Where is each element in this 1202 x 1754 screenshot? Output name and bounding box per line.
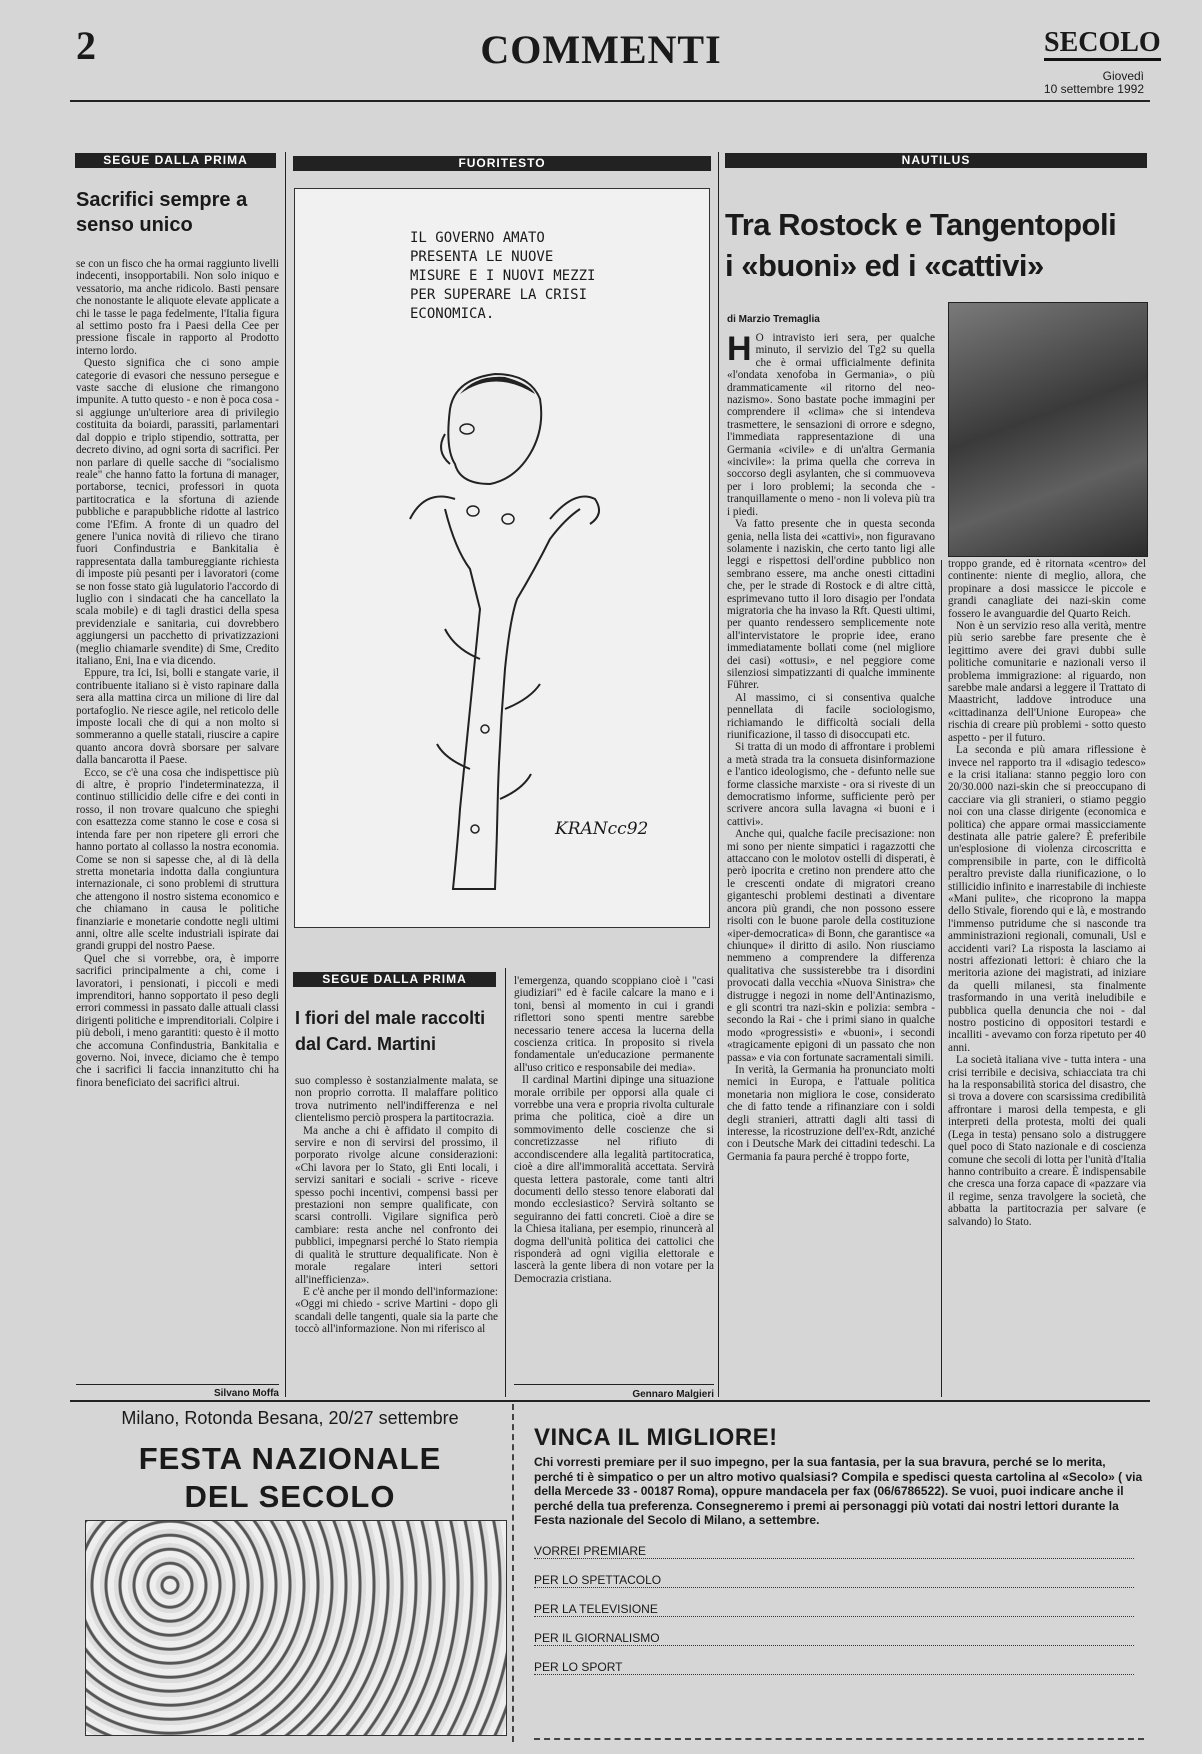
col3-paragraph: In verità, la Germania ha pronunciato molti nemici in Europa, e l'attuale politica monetaria non migliora le cose, considerato che di fatto tende a rifinanziare con i soldi degli stranieri, attratti dagli alti tassi di interesse, la ricostruzione dell'ex-Rdt, anziché con i Deutsche Mark dei cittadini tedeschi. La Germania fa paura perché è troppo forte,: [727, 1063, 935, 1163]
col1-end-rule: [76, 1384, 279, 1385]
col1-signature: Silvano Moffa: [213, 1388, 279, 1399]
col3-headline-line1: Tra Rostock e Tangentopoli: [725, 207, 1117, 242]
column-rule: [941, 560, 942, 1397]
festa-location: Milano, Rotonda Besana, 20/27 settembre: [121, 1408, 459, 1428]
column-rule: [718, 152, 719, 1397]
col3-paragraph: La società italiana vive - tutta intera - una crisi terribile e decisiva, schiacciata tra chi ha la responsabilità storica del disastro, che si trova a dovere con scarsissima credibilità affrontare i marosi della tempesta, e gli interpreti della protesta, molti dei quali (Lega in testa) pensano solo a distruggere quel poco di Stato nazionale e di coscienza comune che secoli di lotta per l'unità d'Italia hanno contribuito a creare. È indispensabile che cresca una forza capace di «pazzare via il regime, senza travolgere la società, che abbatta la partitocrazia per salvare (e salvando) lo Stato.: [948, 1054, 1146, 1228]
field-sport[interactable]: [534, 1646, 1134, 1675]
col3-headline: [725, 204, 1145, 286]
col3-paragraph: La seconda e più amara riflessione è invece nel rapporto tra il «disagio tedesco» e la crisi italiana: stanno peggio loro con 20/30.000 nazi-skin che si preoccupano di cacciare via gli stranieri, o stiamo peggio noi con una classe dirigente (economica e politica) che appare ormai massicciamente destinata alle patrie galere? È preferibile un'esplosione di violenza circoscritta e comprensibile in parte, con le difficoltà peraltro previste dalla riunificazione, o lo stillicidio infinito e inarrestabile di inchieste «Mani pulite», che ricoprono la mappa dello Stivale, fiorendo qui e là, e mostrando l'immenso putridume che si nasconde tra amministrazioni regionali, comunali, Usl e accidenti vari? La risposta la lasciamo ai nostri affezionati lettori: è chiaro che la meritoria azione dei magistrati, ad iniziare da quelli milanesi, sta finalmente trasformando in una verità ineludibile e pubblica quella denuncia che noi - dal nostro posticino di oppositori testardi e incalliti - avevamo con forza ripetuto per 40 anni.: [948, 744, 1146, 1054]
col3-paragraph: Si tratta di un modo di affrontare i problemi a metà strada tra la consueta disinformazione e l'antico ideologismo, che - defunto nelle sue forme classiche marxiste - ora si riveste di un democratismo informe, sufficiente però per scrivere ancora sulla lavagna «i buoni e i cattivi».: [727, 741, 935, 828]
col3-col-b: [948, 558, 1146, 1390]
news-photo: [948, 302, 1148, 557]
col1-paragraph: Quel che si vorrebbe, ora, è imporre sacrifici principalmente a chi, come i lavoratori, i pensionati, i piccoli e medi imprenditori, hanno sopportato il peso degli errori commessi in passato dalle attuali classi dirigenti politiche e imprenditoriali. Colpire i più deboli, i meno garantiti: questo è il motto che accomuna Confindustria, Bankitalia e governo. Noi, invece, diciamo che è tempo che i sacrifici li faccia innanzitutto chi ha finora beneficiato dei sacrifici altrui.: [76, 952, 279, 1089]
column-rule: [285, 152, 286, 1397]
col3-byline: di Marzio Tremaglia: [727, 314, 820, 325]
col1-section-label: SEGUE DALLA PRIMA: [75, 153, 276, 168]
field-label: VORREI PREMIARE: [534, 1544, 647, 1558]
lower-end-rule: [514, 1384, 714, 1385]
col3-paragraph: Al massimo, ci si consentiva qualche pennellata di facile sociologismo, richiamando le difficoltà sociali della riunificazione, il tasso di disoccupati etc.: [727, 691, 935, 741]
field-vorrei-premiare[interactable]: [534, 1538, 1134, 1559]
lower-col-b: [514, 975, 714, 1368]
cartoon-caption: IL GOVERNO AMATO PRESENTA LE NUOVE MISURE E I NUOVI MEZZI PER SUPERARE LA CRISI ECONOMICA.: [410, 230, 596, 322]
col1-paragraph: Questo significa che ci sono ampie categorie di evasori che nessuno persegue e vaste sacche di elusione che rimangono impunite. A tutto questo - e non è poca cosa - si aggiunge un'ulteriore area di privilegio costituita da boiardi, parassiti, parlamentari dal doppio e triplo stipendio, sottratta, per decreto divino, ad ogni sorta di sacrifici. Per non parlare di quelle sacche di "socialismo reale" che hanno fatto la fortuna di manager, portaborse, tecnici, professori in quota partitocratica e la sfortuna di aziende pubbliche e parapubbliche ridotte al lastrico come l'Efim. A fronte di un quadro del genere l'unica novità di rilievo che tirano fuori Confindustria e Bankitalia è rappresentata dalla tambureggiante richiesta di imposte più pesanti per i lavoratori (come se non fosse stato già lugulatorio l'accordo di luglio con i sindacati che ha cancellato la scala mobile) e di tagli drastici della spesa previdenziale e sanitaria, cui dovrebbero aggiungersi un pacchetto di privatizzazioni (meglio chiamarle svendite) di Sme, Credito italiano, Eni, Ina e via dicendo.: [76, 357, 279, 667]
lower-headline: I fiori del male raccolti dal Card. Martini: [295, 1008, 486, 1054]
lower-paragraph: l'emergenza, quando scoppiano cioè i "casi giudiziari" ed è facile calcare la mano e i toni, bensì al momento in cui i grandi riflettori sono spenti mentre sarebbe necessario tenere accesa la lucerna della coscienza critica. In proposito si rivela fondamentale un'educazione permanente all'uso critico e responsabile dei media».: [514, 975, 714, 1074]
col1-paragraph: Eppure, tra Ici, Isi, bolli e stangate varie, il contribuente italiano si è visto rapinare dalla sera alla mattina circa un milione di lire dal portafoglio. Ne riesce agile, nel reticolo delle imposte locali che di qui a non molto si sommeranno a quelle statali, riuscire a capire quanto ancora dovrà sborsare per salvare dalla bancarotta il Paese.: [76, 667, 279, 767]
coupon-cut-line: [512, 1404, 515, 1742]
contest-form: [534, 1538, 1134, 1675]
col3-col-a: [727, 332, 935, 1390]
col2-section-label: FUORITESTO: [293, 156, 711, 171]
cartoon-frame: [294, 188, 710, 928]
cartoon-signature: KRANcc92: [555, 819, 649, 839]
contest-title: VINCA IL MIGLIORE!: [534, 1424, 778, 1451]
col3-paragraph: Non è un servizio reso alla verità, mentre più serio sarebbe fare presente che è legittimo avere dei gravi dubbi sulle politiche comunitarie e nazionali verso il problema immigrazione: al riguardo, non sarebbe male andarsi a leggere il Trattato di Maastricht, laddove introduce una «cittadinanza dell'Unione Europea» che rischia di creare più problemi - sotto questo aspetto - per il futuro.: [948, 620, 1146, 744]
issue-date-text: 10 settembre 1992: [1043, 82, 1144, 96]
coupon-bottom-cut-line: [534, 1738, 1144, 1740]
field-televisione[interactable]: [534, 1588, 1134, 1617]
col3-paragraph: Va fatto presente che in questa seconda genia, nella lista dei «cattivi», non figuravano solamente i naziskin, che certo tanto ligi alle leggi e rispettosi dell'ordine pubblico non sembrano essere, ma anche onesti cittadini che, per le strade di Rostock e di altre città, esprimevano tutto il loro disagio per l'ondata migratoria che ha invaso la Rft. Questi ultimi, per quanto rendessero semplicemente note all'intervistatore le proprie idee, erano immediatamente bollati come (nel migliore dei casi) «ottusi», e nel peggiore come silenziosi simpatizzanti di qualche imminente Führer.: [727, 518, 935, 692]
lower-paragraph: E c'è anche per il mondo dell'informazione: «Oggi mi chiedo - scrive Martini - dopo gli scandali delle tangenti, quale sia la parte che toccò all'informazione. Non mi riferisco al: [295, 1285, 498, 1336]
bottom-section-rule: [70, 1400, 1150, 1402]
col1-paragraph: Ecco, se c'è una cosa che indispettisce più di altre, è proprio l'indeterminatezza, il continuo stillicidio delle cifre e dei conti in rosso, il non trovare qualcuno che spieghi con esattezza come stanno le cose e cosa si intenda fare per non ripetere gli errori che hanno portato al collasso la nostra economia. Come se non si sapesse che, al di là della stretta monetaria indotta dalla congiuntura internazionale, ci sono problemi di struttura che attengono il nostro sistema economico e che chiamano in causa le politiche finanziarie e monetarie condotte negli ultimi anni, oltre alle scelte industriali ispirate dai grandi gruppi del nostro Paese.: [76, 766, 279, 953]
lower-paragraph: suo complesso è sostanzialmente malata, se non proprio corrotta. Il malaffare politico trova nutrimento nell'indifferenza e nel clientelismo perciò prospera la partitocrazia.: [295, 1075, 498, 1125]
col3-headline-line2: i «buoni» ed i «cattivi»: [725, 248, 1044, 283]
lower-col-a: [295, 1075, 498, 1383]
festa-title-line1: FESTA NAZIONALE: [138, 1441, 442, 1476]
crowd-photo: [85, 1520, 507, 1736]
festa-title-line2: DEL SECOLO: [184, 1479, 396, 1514]
col3-paragraph: troppo grande, ed è ritornata «centro» del continente: niente di meglio, allora, che propinare a dosi massicce le piccole e grandi canagliate dei nazi-skin come fossero le avanguardie del Quarto Reich.: [948, 558, 1146, 620]
col1-headline: Sacrifici sempre a senso unico: [76, 189, 248, 236]
issue-weekday: Giovedì: [1102, 69, 1144, 83]
lower-paragraph: Ma anche a chi è affidato il compito di servire e non di servirsi del prossimo, il porporato rivolge alcune considerazioni: «Chi lavora per lo Stato, gli Enti locali, i servizi sanitari e sociali - scrive - riceve spesso pochi incentivi, compensi bassi per prestazioni non sempre qualificate, con scarsi controlli. Vigilare significa però cambiare: resta anche nel confronto dei pubblici, impegnarsi perché lo Stato riempia di qualità le strutture dequalificate. Non è morale regalare interi settori all'inefficienza».: [295, 1124, 498, 1286]
page-number: 2: [76, 23, 96, 68]
field-label: PER LO SPORT: [534, 1660, 623, 1674]
col1-body: [76, 258, 279, 1378]
col3-dropcap: H: [727, 332, 752, 368]
field-label: PER LO SPETTACOLO: [534, 1573, 662, 1587]
field-label: PER IL GIORNALISMO: [534, 1631, 660, 1645]
lower-signature: Gennaro Malgieri: [632, 1389, 714, 1400]
col1-paragraph: se con un fisco che ha ormai raggiunto livelli indecenti, insopportabili. Non solo iniquo e vessatorio, ma anche ridicolo. Basti pensare che nonostante le aliquote elevate applicate a chi le tasse le paga fedelmente, l'Italia figura al settimo posto fra i Paesi della Cee per pressione fiscale in rapporto al Prodotto interno lordo.: [76, 258, 279, 357]
festa-title: [80, 1440, 500, 1516]
col3-section-label: NAUTILUS: [725, 153, 1147, 168]
section-title: COMMENTI: [480, 27, 722, 72]
lower-section-label: SEGUE DALLA PRIMA: [293, 972, 496, 987]
field-label: PER LA TELEVISIONE: [534, 1602, 658, 1616]
field-giornalismo[interactable]: [534, 1617, 1134, 1646]
lower-paragraph: Il cardinal Martini dipinge una situazione morale orribile per opporsi alla quale ci vorrebbe una vera e propria rivolta culturale prima che politica, cioè a dire un sommovimento delle coscienze che si concretizzasse nel rifiuto di accondiscendere alla legalità partitocratica, cioè a dire all'immoralità accettata. Servirà questa lettera pastorale, come tanti altri documenti dello stesso tenore elaborati dal mondo ecclesiastico? Servirà soltanto se seguiranno dei fatti concreti. Cioè a dire se la Chiesa italiana, per esempio, rinuncerà al dogma dell'unità politica dei cattolici che risponderà ad ogni vigilia elettorale e lascerà la gente libera di non votare per la Democrazia cristiana.: [514, 1074, 714, 1285]
col3-paragraph: Anche qui, qualche facile precisazione: non mi sono per niente simpatici i ragazzotti che attaccano con le molotov ostelli di disperati, è però ipocrita e cretino non prendere atto che le crescenti ondate di migratori creano giganteschi problemi destinati a diventare ancora più grandi, che non possono essere risolti con le buone parole della costituzione «iper-democratica» di Bonn, che garantisce «a chiunque» il diritto di asilo. Non riusciamo nemmeno a comprendere la differenza qualitativa che sussisterebbe tra i disordini provocati dalla vecchia «Nuova Sinistra» che distrugge i negozi in nome dell'Antinazismo, e gli scontri tra nazi-skin e polizia: sembra - secondo la Rai - che i primi siano in qualche modo «progressisti» e «buoni», i secondi «tragicamente epigoni di un passato che non passa» e via con fortunate sacramentali simili.: [727, 828, 935, 1064]
contest-intro: Chi vorresti premiare per il suo impegno, per la sua fantasia, per la sua bravura, perché se lo merita, perché ti è simpatico o per un altro motivo qualsiasi? Compila e spedisci questa cartolina al «Secolo» ( via della Mercede 33 - 00187 Roma), oppure mandacela per fax (06/6786522). Se vuoi, puoi indicare anche il perché della tua preferenza. Consegneremo i premi ai personaggi più votati dai nostri lettori durante la Festa nazionale del Secolo di Milano, a settembre.: [534, 1455, 1143, 1527]
col3-paragraph: O intravisto ieri sera, per qualche minuto, il servizio del Tg2 su quella che è ormai ufficialmente definita «l'ondata xenofoba in Germania», o più drammaticamente «il ritorno del neo-nazismo». Sono bastate poche immagini per comprendere il «clima» che si intendeva trasmettere, le sensazioni di orrore e sdegno, l'immediata rappresentazione di una Germania «civile» e di un'altra Germania «incivile»: la prima quella che correva in soccorso degli asylanten, che si commuoveva per i loro problemi; la seconda che - tranquillamente o meno - non li voleva più tra i piedi.: [727, 332, 935, 518]
issue-date: [1018, 70, 1144, 96]
field-spettacolo[interactable]: [534, 1559, 1134, 1588]
newspaper-logo: SECOLO: [1044, 28, 1161, 61]
column-rule: [505, 968, 506, 1397]
header-rule: [70, 100, 1150, 102]
